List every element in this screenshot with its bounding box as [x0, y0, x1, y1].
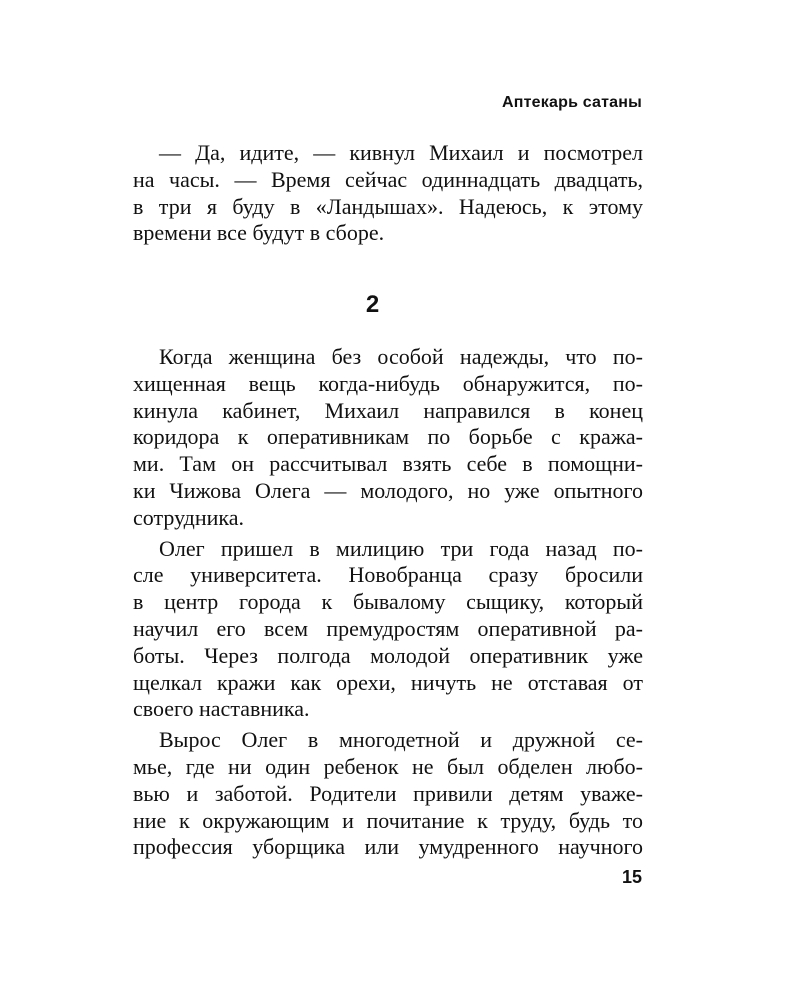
text-line: профессия уборщика или умудренного научного [133, 834, 643, 860]
text-line: Вырос Олег в многодетной и дружной се- [159, 727, 643, 753]
text-line: своего наставника. [133, 696, 310, 722]
text-line: мье, где ни один ребенок не был обделен любо- [133, 753, 643, 779]
text-line: щелкал кражи как орехи, ничуть не отставая от [133, 669, 643, 695]
page-number: 15 [621, 867, 642, 887]
text-line: Олег пришел в милицию три года назад по- [159, 535, 643, 561]
text-line: научил его всем премудростям оперативной ра- [133, 615, 643, 641]
text-line: — Да, идите, — кивнул Михаил и посмотрел [159, 140, 643, 165]
text-line: кинула кабинет, Михаил направился в конец [133, 397, 643, 423]
paragraph [133, 727, 643, 861]
paragraph [133, 344, 643, 532]
text-line: хищенная вещь когда-нибудь обнаружится, по- [133, 370, 643, 396]
text-line: ние к окружающим и почитание к труду, будь то [133, 807, 643, 833]
paragraph [133, 536, 643, 724]
text-line: в центр города к бывалому сыщику, который [133, 589, 643, 615]
chapter-number: 2 [365, 291, 380, 318]
text-line: Когда женщина без особой надежды, что по- [159, 344, 643, 369]
text-line: на часы. — Время сейчас одиннадцать двадцать, [133, 166, 643, 192]
text-line: сле университета. Новобранца сразу бросили [133, 562, 643, 588]
text-line: боты. Через полгода молодой оперативник уже [133, 642, 643, 668]
text-line: вью и заботой. Родители привили детям уваже- [133, 780, 643, 806]
text-line: сотрудника. [133, 504, 245, 530]
text-line: времени все будут в сборе. [133, 220, 385, 246]
top-paragraph [133, 140, 643, 247]
running-head: Аптекарь сатаны [502, 94, 642, 111]
text-line: ки Чижова Олега — молодого, но уже опытного [133, 477, 643, 503]
text-line: коридора к оперативникам по борьбе с кража- [133, 424, 643, 450]
text-line: в три я буду в «Ландышах». Надеюсь, к этому [133, 193, 643, 219]
text-line: ми. Там он рассчитывал взять себе в помощни- [133, 451, 643, 477]
chapter-body [133, 344, 643, 861]
